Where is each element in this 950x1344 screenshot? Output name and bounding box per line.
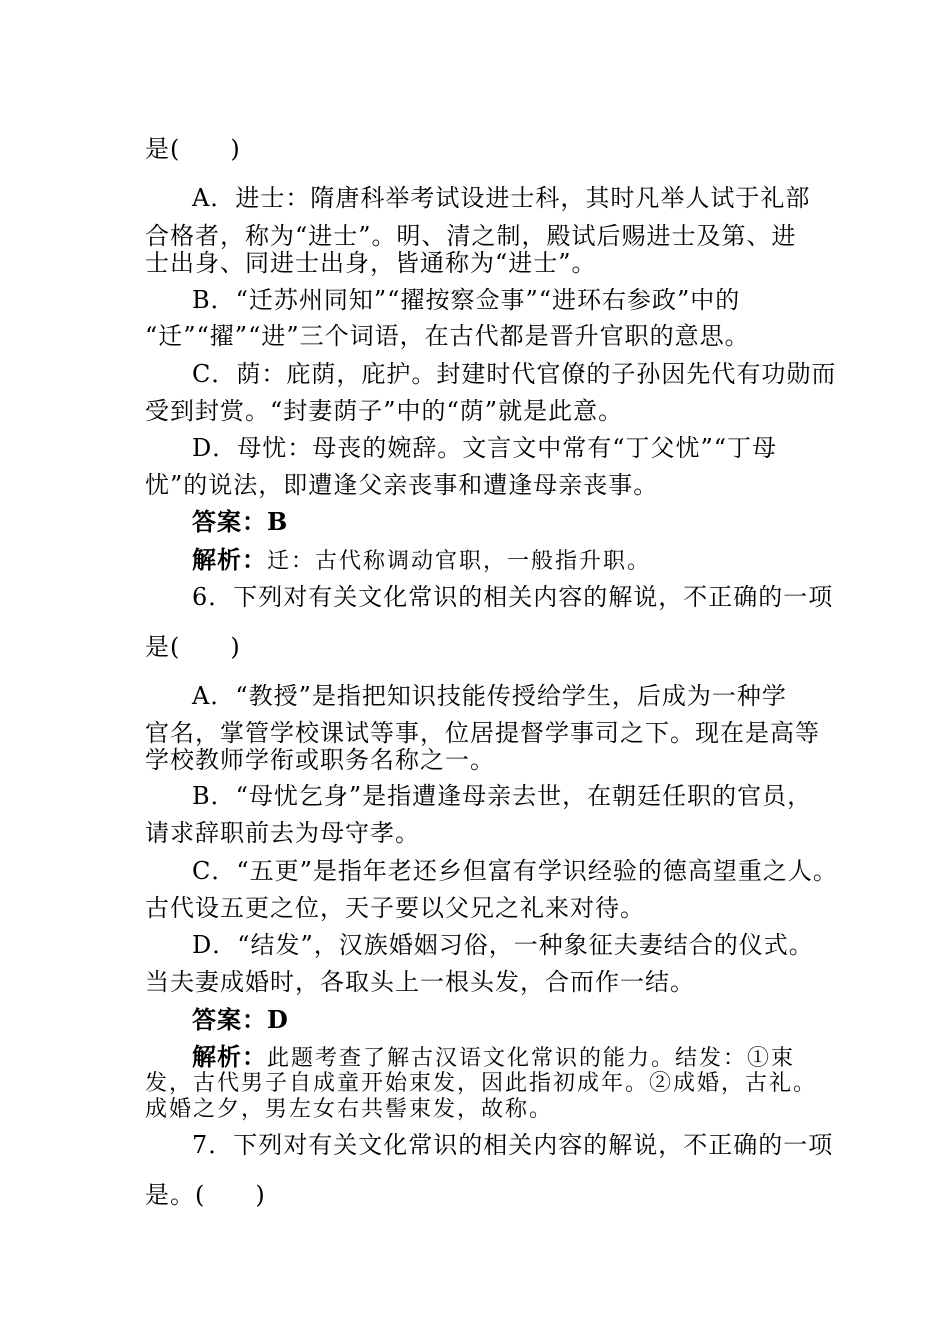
q6-option-a-line2: 官名，掌管学校课试等事，位居提督学事司之下。现在是高等 <box>145 719 820 747</box>
q5-option-b-line1: B．“迁苏州同知”“擢按察佥事”“进环右参政”中的 <box>192 286 741 314</box>
q7-stem: 7．下列对有关文化常识的相关内容的解说，不正确的一项 <box>192 1131 834 1159</box>
q6-answer: 答案：D <box>192 1005 289 1034</box>
q5-option-a-line1: A．进士：隋唐科举考试设进士科，其时凡举人试于礼部 <box>192 184 811 212</box>
q7-stem-tail: 是。( ) <box>145 1181 266 1209</box>
q6-option-c-line2: 古代设五更之位，天子要以父兄之礼来对待。 <box>145 894 645 922</box>
q5-option-d-line1: D．母忧：母丧的婉辞。文言文中常有“丁父忧”“丁母 <box>192 434 778 462</box>
q5-option-a-line2: 合格者，称为“进士”。明、清之制，殿试后赐进士及第、进 <box>145 222 797 250</box>
q5-option-d-line2: 忧”的说法，即遭逢父亲丧事和遭逢母亲丧事。 <box>145 471 659 499</box>
q5-option-b-line2: “迁”“擢”“进”三个词语，在古代都是晋升官职的意思。 <box>145 322 750 350</box>
q6-option-d-line1: D．“结发”，汉族婚姻习俗，一种象征夫妻结合的仪式。 <box>192 931 814 959</box>
q5-option-a-line3: 士出身、同进士出身，皆通称为“进士”。 <box>145 249 597 277</box>
q6-option-a-line1: A．“教授”是指把知识技能传授给学生，后成为一种学 <box>192 682 787 710</box>
q6-option-b-line1: B．“母忧乞身”是指遭逢母亲去世，在朝廷任职的官员， <box>192 782 813 810</box>
q6-option-b-line2: 请求辞职前去为母守孝。 <box>145 819 420 847</box>
q6-option-a-line3: 学校教师学衔或职务名称之一。 <box>145 746 495 774</box>
q6-stem-tail: 是( ) <box>145 633 241 661</box>
q6-analysis-line3: 成婚之夕，男左女右共髻束发，故称。 <box>145 1097 554 1122</box>
q6-analysis-text-1: 此题考查了解古汉语文化常识的能力。结发：①束 <box>267 1046 796 1071</box>
q5-analysis-label: 解析： <box>192 545 267 574</box>
q6-analysis-label: 解析： <box>192 1042 267 1071</box>
q6-analysis-line2: 发，古代男子自成童开始束发，因此指初成年。②成婚，古礼。 <box>145 1071 818 1096</box>
q5-analysis-text: 迁：古代称调动官职，一般指升职。 <box>267 549 652 574</box>
q5-stem-tail: 是( ) <box>145 135 241 163</box>
q6-stem: 6．下列对有关文化常识的相关内容的解说，不正确的一项 <box>192 583 834 611</box>
q5-answer: 答案：B <box>192 507 289 536</box>
q5-analysis <box>192 545 950 577</box>
q5-option-c-line1: C．荫：庇荫，庇护。封建时代官僚的子孙因先代有功勋而 <box>192 360 837 388</box>
q6-option-d-line2: 当夫妻成婚时，各取头上一根头发，合而作一结。 <box>145 968 695 996</box>
q6-option-c-line1: C．“五更”是指年老还乡但富有学识经验的德高望重之人。 <box>192 857 838 885</box>
q5-option-c-line2: 受到封赏。“封妻荫子”中的“荫”就是此意。 <box>145 397 624 425</box>
